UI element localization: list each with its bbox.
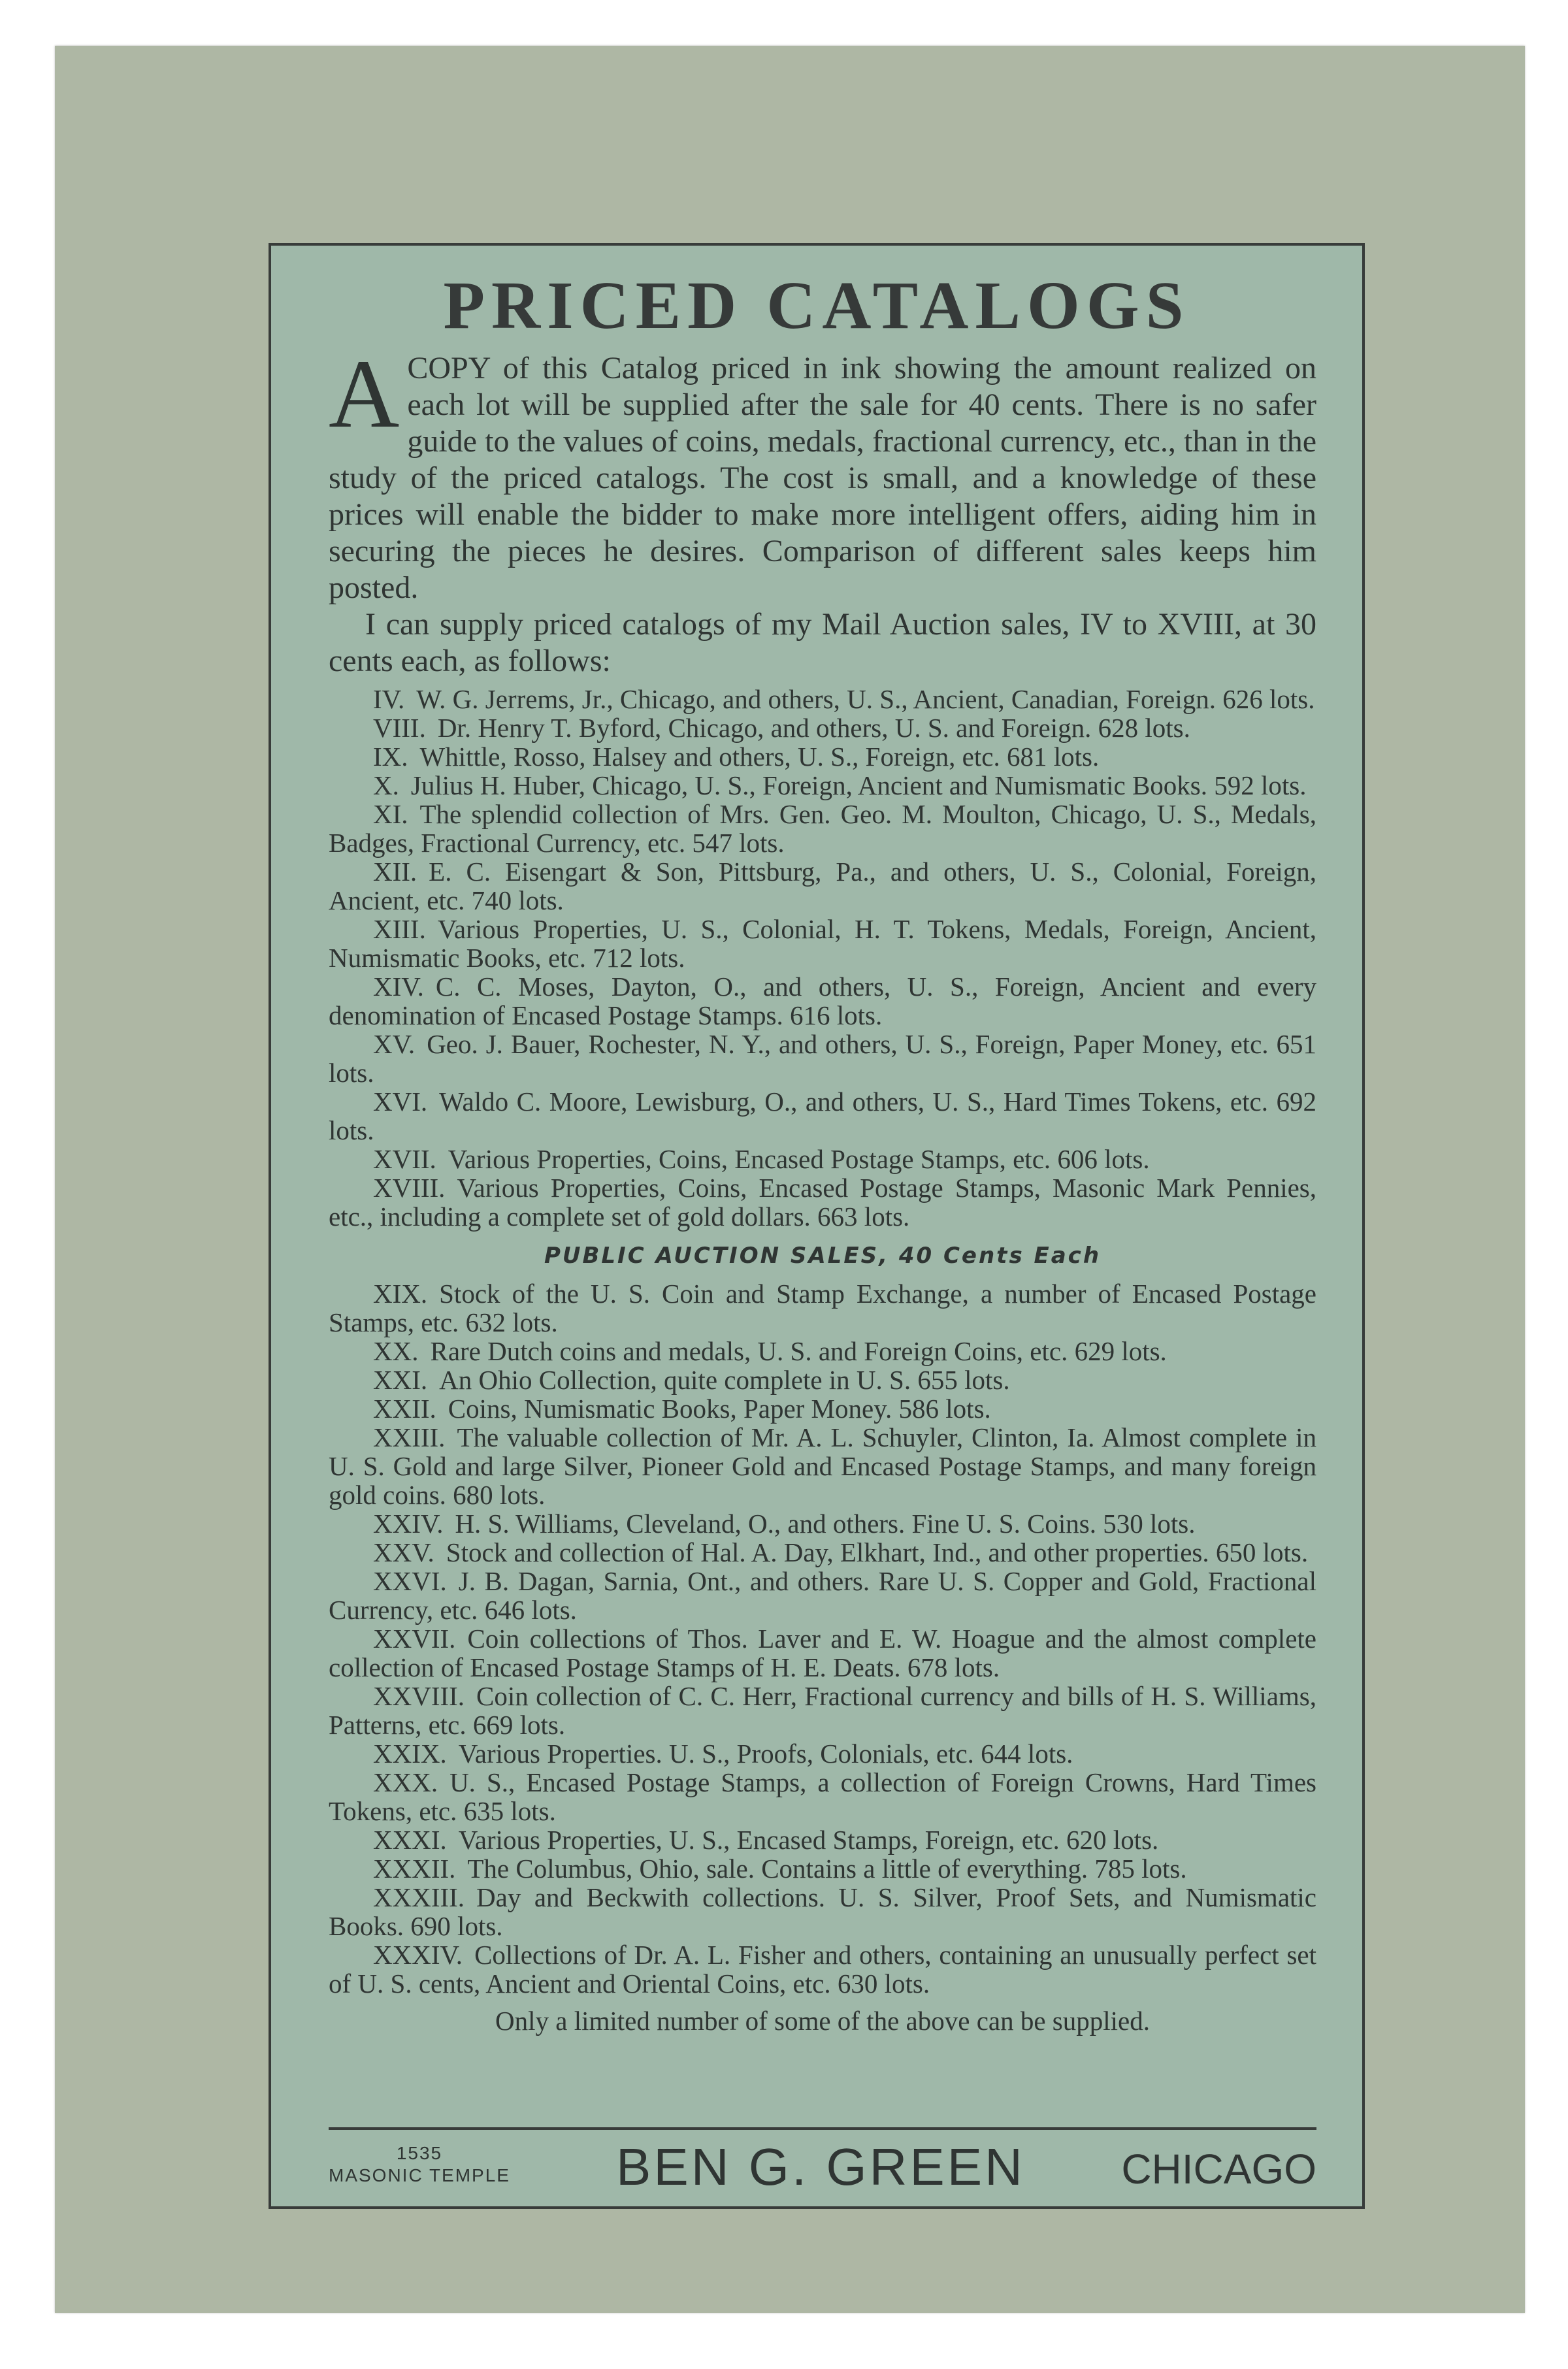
entry-number: XXI. xyxy=(373,1365,428,1395)
entry-number: XIV. xyxy=(373,972,424,1002)
closing-note: Only a limited number of some of the above can be supplied. xyxy=(495,2006,1150,2036)
entry-text: The Columbus, Ohio, sale. Contains a little of everything. 785 lots. xyxy=(467,1854,1187,1884)
catalog-entry xyxy=(329,915,1316,972)
entry-text: Geo. J. Bauer, Rochester, N. Y., and others, U. S., Foreign, Paper Money, etc. 651 lots. xyxy=(329,1029,1316,1088)
catalog-entry xyxy=(329,1509,1316,1538)
public-auction-heading: PUBLIC AUCTION SALES, 40 Cents Each xyxy=(544,1243,1102,1269)
entry-text: Whittle, Rosso, Halsey and others, U. S., Foreign, etc. 681 lots. xyxy=(419,742,1100,772)
catalog-entry xyxy=(329,972,1316,1030)
entry-number: XXX. xyxy=(373,1767,438,1797)
address xyxy=(329,2142,510,2187)
catalog-entry xyxy=(329,1173,1316,1231)
address-number: 1535 xyxy=(396,2143,443,2163)
entry-number: XI. xyxy=(373,799,408,829)
catalog-entry xyxy=(329,1768,1316,1825)
public-auction-list xyxy=(329,1279,1316,1998)
entry-text: U. S., Encased Postage Stamps, a collection of Foreign Crowns, Hard Times Tokens, etc. 635 lots. xyxy=(329,1767,1316,1826)
entry-number: XXXI. xyxy=(373,1825,447,1855)
footer xyxy=(329,2137,1316,2202)
entry-number: IV. xyxy=(373,684,405,714)
entry-number: XXIV. xyxy=(373,1509,444,1539)
catalog-entry xyxy=(329,1825,1316,1854)
entry-text: Stock of the U. S. Coin and Stamp Exchange, a number of Encased Postage Stamps, etc. 632 lots. xyxy=(329,1279,1316,1337)
page-title: PRICED CATALOGS xyxy=(443,268,1190,343)
address-place: MASONIC TEMPLE xyxy=(329,2165,510,2185)
entry-text: Coins, Numismatic Books, Paper Money. 586 lots. xyxy=(448,1394,991,1424)
intro-second-paragraph: I can supply priced catalogs of my Mail Auction sales, IV to XVIII, at 30 cents each, as follows: xyxy=(329,607,1316,678)
catalog-entry xyxy=(329,742,1316,771)
entry-number: X. xyxy=(373,770,399,800)
catalog-entry xyxy=(329,713,1316,742)
entry-text: The splendid collection of Mrs. Gen. Geo. M. Moulton, Chicago, U. S., Medals, Badges, Fractional Currency, etc. 547 lots. xyxy=(329,799,1316,858)
catalog-entry xyxy=(329,1030,1316,1087)
catalog-entry xyxy=(329,800,1316,857)
catalog-entry xyxy=(329,857,1316,915)
entry-text: Coin collections of Thos. Laver and E. W. Hoague and the almost complete collection of Encased Postage Stamps of H. E. Deats. 678 lots. xyxy=(329,1624,1316,1682)
catalog-entry xyxy=(329,1145,1316,1173)
entry-number: IX. xyxy=(373,742,408,772)
catalog-entry xyxy=(329,1365,1316,1394)
entry-text: Various Properties, Coins, Encased Postage Stamps, Masonic Mark Pennies, etc., including a complete set of gold dollars. 663 lots. xyxy=(329,1173,1316,1232)
entry-text: Various Properties. U. S., Proofs, Colonials, etc. 644 lots. xyxy=(458,1739,1073,1769)
catalog-entry xyxy=(329,1337,1316,1365)
entry-number: XVIII. xyxy=(373,1173,446,1203)
entry-number: XV. xyxy=(373,1029,416,1059)
entry-text: Julius H. Huber, Chicago, U. S., Foreign, Ancient and Numismatic Books. 592 lots. xyxy=(410,770,1307,800)
dealer-city: CHICAGO xyxy=(1121,2146,1316,2193)
entry-number: XXIII. xyxy=(373,1422,446,1452)
entry-number: XXII. xyxy=(373,1394,436,1424)
entry-text: Various Properties, U. S., Encased Stamps, Foreign, etc. 620 lots. xyxy=(458,1825,1159,1855)
entry-text: E. C. Eisengart & Son, Pittsburg, Pa., and others, U. S., Colonial, Foreign, Ancient, etc. 740 lots. xyxy=(329,857,1316,915)
entry-number: XXXIV. xyxy=(373,1940,463,1970)
entry-text: An Ohio Collection, quite complete in U. S. 655 lots. xyxy=(439,1365,1010,1395)
entry-text: C. C. Moses, Dayton, O., and others, U. S., Foreign, Ancient and every denomination of Encased Postage Stamps. 616 lots. xyxy=(329,972,1316,1030)
entry-number: XXV. xyxy=(373,1537,434,1567)
intro-text: COPY of this Catalog priced in ink showing the amount realized on each lot will be supplied after the sale for 40 cents. There is no safer guide to the values of coins, medals, fractional currency, etc., than in the study of the priced catalogs. The cost is small, and a knowledge of these prices will enable the bidder to make more intelligent offers, aiding him in securing the pieces he desires. Comparison of different sales keeps him posted. xyxy=(329,351,1316,605)
entry-text: J. B. Dagan, Sarnia, Ont., and others. Rare U. S. Copper and Gold, Fractional Currency, etc. 646 lots. xyxy=(329,1566,1316,1625)
entry-number: XII. xyxy=(373,857,417,887)
catalog-entry xyxy=(329,771,1316,800)
entry-number: VIII. xyxy=(373,713,426,743)
entry-text: The valuable collection of Mr. A. L. Schuyler, Clinton, Ia. Almost complete in U. S. Gold and large Silver, Pioneer Gold and Encased Postage Stamps, and many foreign gold coins. 680 lots. xyxy=(329,1422,1316,1510)
entry-text: Various Properties, Coins, Encased Postage Stamps, etc. 606 lots. xyxy=(448,1144,1150,1174)
catalog-entry xyxy=(329,1087,1316,1145)
dealer-name: BEN G. GREEN xyxy=(616,2138,1025,2196)
entry-text: H. S. Williams, Cleveland, O., and others. Fine U. S. Coins. 530 lots. xyxy=(455,1509,1196,1539)
catalog-entry xyxy=(329,1739,1316,1768)
entry-text: Various Properties, U. S., Colonial, H. T. Tokens, Medals, Foreign, Ancient, Numismatic Books, etc. 712 lots. xyxy=(329,914,1316,973)
catalog-entry xyxy=(329,685,1316,713)
intro-paragraph xyxy=(329,340,1316,606)
entry-number: XXXIII. xyxy=(373,1882,465,1912)
entry-text: Rare Dutch coins and medals, U. S. and Foreign Coins, etc. 629 lots. xyxy=(430,1336,1167,1366)
entry-text: Day and Beckwith collections. U. S. Silver, Proof Sets, and Numismatic Books. 690 lots. xyxy=(329,1882,1316,1941)
entry-number: XVI. xyxy=(373,1086,428,1117)
entry-number: XXVIII. xyxy=(373,1681,465,1711)
entry-number: XVII. xyxy=(373,1144,436,1174)
entry-text: W. G. Jerrems, Jr., Chicago, and others, U. S., Ancient, Canadian, Foreign. 626 lots. xyxy=(416,684,1315,714)
catalog-entry xyxy=(329,1854,1316,1883)
entry-number: XXIX. xyxy=(373,1739,447,1769)
paper-page xyxy=(55,46,1525,2313)
entry-number: XXXII. xyxy=(373,1854,456,1884)
catalog-entry xyxy=(329,1624,1316,1682)
body-text xyxy=(329,340,1316,2036)
entry-number: XXVII. xyxy=(373,1624,456,1654)
catalog-entry xyxy=(329,1567,1316,1624)
catalog-entry xyxy=(329,1394,1316,1423)
catalog-entry xyxy=(329,1940,1316,1998)
entry-text: Coin collection of C. C. Herr, Fractional currency and bills of H. S. Williams, Patterns, etc. 669 lots. xyxy=(329,1681,1316,1740)
entry-number: XIII. xyxy=(373,914,426,944)
entry-text: Stock and collection of Hal. A. Day, Elkhart, Ind., and other properties. 650 lots. xyxy=(446,1537,1309,1567)
entry-text: Waldo C. Moore, Lewisburg, O., and others, U. S., Hard Times Tokens, etc. 692 lots. xyxy=(329,1086,1316,1145)
entry-number: XX. xyxy=(373,1336,419,1366)
catalog-entry xyxy=(329,1279,1316,1337)
catalog-entry xyxy=(329,1423,1316,1509)
entry-text: Dr. Henry T. Byford, Chicago, and others, U. S. and Foreign. 628 lots. xyxy=(437,713,1190,743)
footer-divider xyxy=(329,2127,1316,2130)
catalog-entry xyxy=(329,1883,1316,1940)
drop-cap: A xyxy=(329,340,400,448)
catalog-panel xyxy=(269,243,1365,2209)
catalog-entry xyxy=(329,1538,1316,1567)
entry-number: XXVI. xyxy=(373,1566,447,1596)
catalog-entry xyxy=(329,1682,1316,1739)
entry-text: Collections of Dr. A. L. Fisher and others, containing an unusually perfect set of U. S. cents, Ancient and Oriental Coins, etc. 630 lots. xyxy=(329,1940,1316,1999)
entry-number: XIX. xyxy=(373,1279,428,1309)
mail-auction-list xyxy=(329,685,1316,1231)
